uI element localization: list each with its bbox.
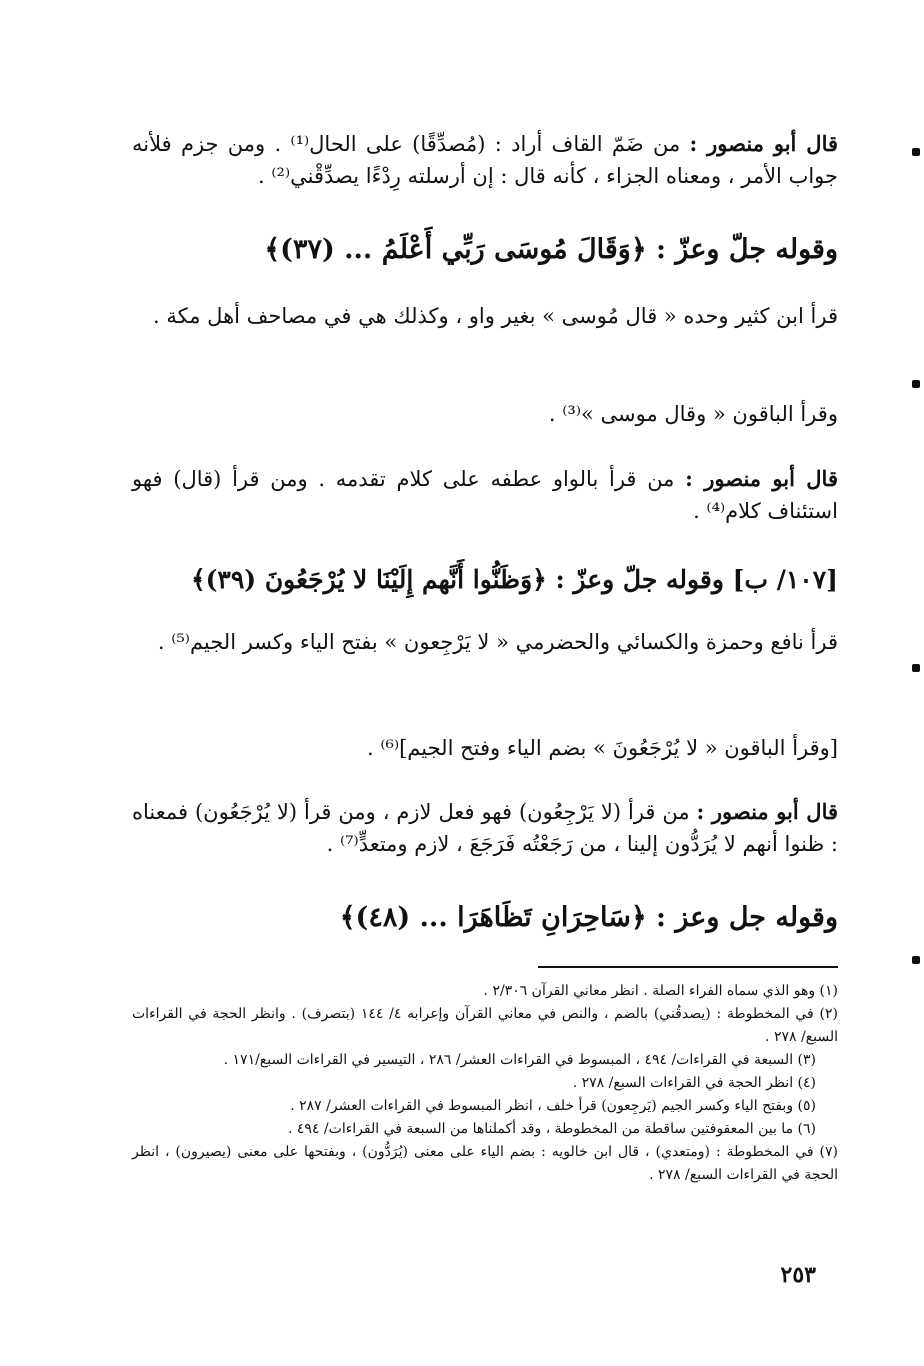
margin-mark bbox=[912, 380, 920, 388]
paragraph: [وقرأ الباقون « لا يُرْجَعُونَ » بضم الياء وفتح الجيم]⁽⁶⁾ . bbox=[367, 736, 838, 760]
footnote: (٤) انظر الحجة في القراءات السبع/ ٢٧٨ . bbox=[572, 1075, 816, 1091]
verse-heading: وقوله جل وعز : ﴿سَاحِرَانِ تَظَاهَرَا ... (٤٨)﴾ bbox=[339, 902, 838, 933]
paragraph-lead: قال أبو منصور : bbox=[689, 131, 839, 156]
paragraph bbox=[132, 128, 838, 192]
paragraph bbox=[132, 463, 838, 527]
margin-mark bbox=[912, 148, 920, 156]
footnote: (٢) في المخطوطة : (يصدقُني) بالضم ، والنص في معاني القرآن وإعرابه ٤/ ١٤٤ (بتصرف) . وانظر الحجة في القراءات السبع/ ٢٧٨ . bbox=[132, 1006, 838, 1045]
paragraph-lead: قال أبو منصور : bbox=[696, 799, 838, 824]
paragraph-lead: قال أبو منصور : bbox=[685, 466, 838, 491]
footnote: (٧) في المخطوطة : (ومتعدي) ، قال ابن خالويه : بضم الياء على معنى (يُرَدُّون) ، وبفتحها على معنى (يصيرون) ، انظر الحجة في القراءات السبع/ ٢٧٨ . bbox=[132, 1144, 838, 1183]
margin-mark bbox=[912, 664, 920, 672]
paragraph-text: من ضَمّ القاف أراد : (مُصدِّقًا) على الحال⁽¹⁾ . ومن جزم فلأنه جواب الأمر ، ومعناه الجزاء ، كأنه قال : إن أرسلته رِدْءًا يصدِّقْني⁽²⁾ . bbox=[132, 132, 838, 188]
paragraph-text: من قرأ بالواو عطفه على كلام تقدمه . ومن قرأ (قال) فهو استئناف كلام⁽⁴⁾ . bbox=[132, 467, 838, 523]
paragraph: وقرأ الباقون « وقال موسى »⁽³⁾ . bbox=[548, 402, 838, 426]
footnote: (٦) ما بين المعقوفتين ساقطة من المخطوطة ، وقد أكملناها من السبعة في القراءات/ ٤٩٤ . bbox=[288, 1121, 816, 1137]
footnote: (٣) السبعة في القراءات/ ٤٩٤ ، المبسوط في القراءات العشر/ ٢٨٦ ، التيسير في القراءات السبع/١٧١ . bbox=[223, 1052, 816, 1068]
paragraph-text: من قرأ (لا يَرْجِعُون) فهو فعل لازم ، ومن قرأ (لا يُرْجَعُون) فمعناه : ظنوا أنهم لا يُرَدُّون إلينا ، من رَجَعْتُه فَرَجَعَ ، لازم ومتعدٍّ⁽⁷⁾ . bbox=[132, 800, 838, 856]
footnotes bbox=[132, 980, 838, 1187]
verse-heading: [١٠٧/ ب] وقوله جلّ وعزّ : ﴿وَظَنُّوا أَنَّهم إِلَيْنَا لا يُرْجَعُونَ (٣٩)﴾ bbox=[190, 565, 838, 594]
paragraph: قرأ ابن كثير وحده « قال مُوسى » بغير واو ، وكذلك هي في مصاحف أهل مكة . bbox=[153, 304, 838, 328]
paragraph: قرأ نافع وحمزة والكسائي والحضرمي « لا يَرْجِعون » بفتح الياء وكسر الجيم⁽⁵⁾ . bbox=[157, 630, 838, 654]
page-body bbox=[132, 120, 838, 1320]
margin-mark bbox=[912, 956, 920, 964]
verse-heading: وقوله جلّ وعزّ : ﴿وَقَالَ مُوسَى رَبِّي أَعْلَمُ ... (٣٧)﴾ bbox=[264, 234, 838, 265]
page-number: ٢٥٣ bbox=[780, 1262, 816, 1288]
footnote-divider bbox=[538, 966, 838, 968]
footnote: (١) وهو الذي سماه الفراء الصلة . انظر معاني القرآن ٢/٣٠٦ . bbox=[483, 983, 838, 999]
paragraph bbox=[132, 796, 838, 860]
footnote: (٥) وبفتح الياء وكسر الجيم (يَرجِعون) قرأ خلف ، انظر المبسوط في القراءات العشر/ ٢٨٧ . bbox=[290, 1098, 816, 1114]
